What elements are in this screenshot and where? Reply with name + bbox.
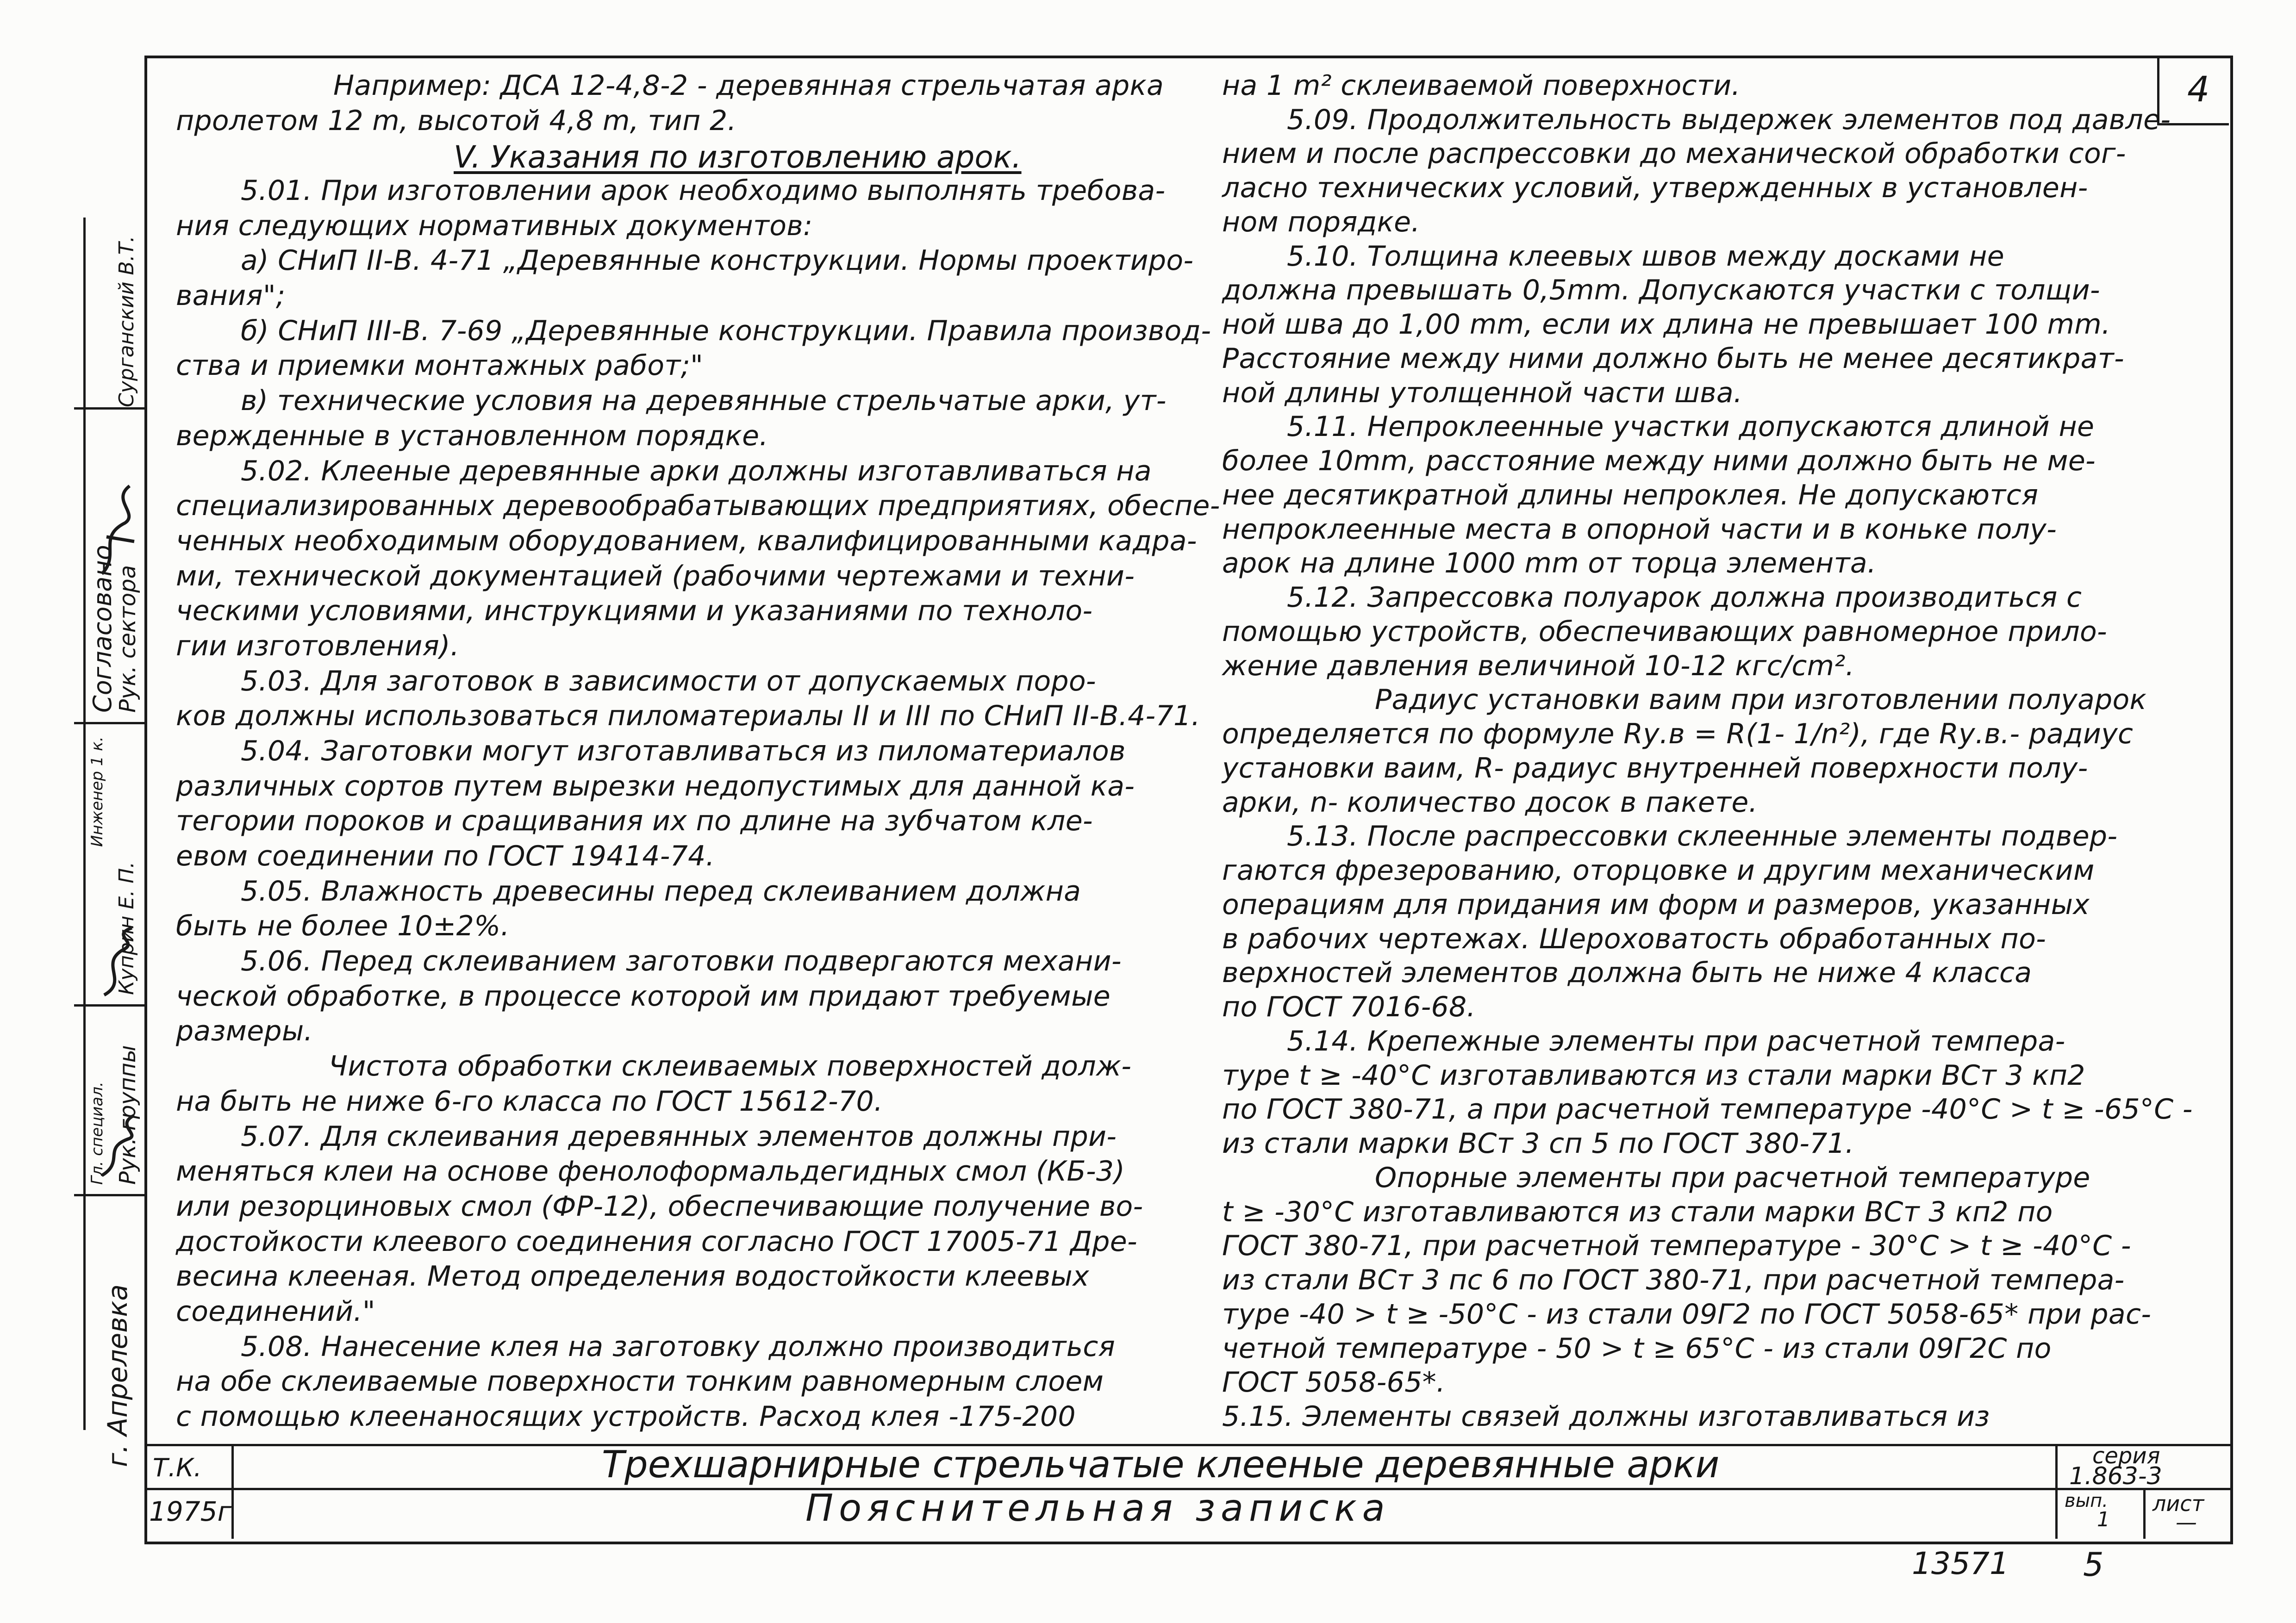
right-line: непроклеенные места в опорной части и в коньке полу- [1222, 513, 2057, 546]
right-line: арки, n- количество досок в пакете. [1222, 786, 1758, 819]
series-value: 1.863-3 [2069, 1462, 2162, 1490]
left-line: 5.08. Нанесение клея на заготовку должно производиться [241, 1330, 1116, 1363]
left-line: ми, технической документацией (рабочими чертежами и техни- [176, 560, 1135, 592]
section-heading: V. Указания по изготовлению арок. [454, 139, 1022, 175]
signature-1 [93, 481, 144, 583]
signature-2 [93, 926, 144, 1004]
stamp-soglasovano: Согласовано [88, 545, 117, 713]
right-line: определяется по формуле Rу.в = R(1- 1/n²), где Rу.в.- радиус [1222, 718, 2134, 751]
right-line: гаются фрезерованию, оторцовке и другим механическим [1222, 854, 2095, 887]
left-line: ков должны использоваться пиломатериалы II и III по СНиП II-В.4-71. [176, 700, 1200, 733]
right-line: ной длины утолщенной части шва. [1222, 376, 1743, 409]
drawing-subtitle: Пояснительная записка [805, 1486, 1391, 1530]
stamp-kuprin: Куприн Е. П. [115, 861, 138, 995]
right-line: четной температуре - 50 > t ≥ 65°C - из стали 09Г2С по [1222, 1332, 2052, 1365]
right-line: помощью устройств, обеспечивающих равномерное прило- [1222, 615, 2107, 648]
right-line: арок на длине 1000 mm от торца элемента. [1222, 547, 1877, 580]
right-line: из стали ВСт 3 пс 6 по ГОСТ 380-71, при расчетной темпера- [1222, 1264, 2125, 1297]
right-line: жение давления величиной 10-12 кгс/cm². [1222, 649, 1855, 682]
left-line: с помощью клеенаносящих устройств. Расход клея -175-200 [176, 1400, 1076, 1433]
page-number: 5 [2083, 1546, 2104, 1584]
stamp-aprelevka: г. Апрелевка [102, 1284, 133, 1467]
right-line: должна превышать 0,5mm. Допускаются участки с толщи- [1222, 274, 2100, 307]
left-line: 5.07. Для склеивания деревянных элементов должны при- [241, 1120, 1117, 1153]
page-number-text: 4 [2187, 68, 2210, 110]
right-line: Радиус установки ваим при изготовлении полуарок [1375, 684, 2147, 716]
left-line: ческой обработке, в процессе которой им придают требуемые [176, 980, 1111, 1013]
left-line: 5.05. Влажность древесины перед склеиванием должна [241, 875, 1081, 908]
left-line: вержденные в установленном порядке. [176, 419, 768, 452]
left-line: ния следующих нормативных документов: [176, 209, 813, 242]
right-line: ласно технических условий, утвержденных в установлен- [1222, 172, 2088, 205]
stamp-surgansky: Сурганский В.Т. [115, 236, 138, 407]
sheet-label: лист [2152, 1491, 2204, 1516]
left-line: или резорциновых смол (ФР-12), обеспечивающие получение во- [176, 1190, 1143, 1223]
right-line: ной шва до 1,00 mm, если их длина не превышает 100 mm. [1222, 308, 2111, 341]
right-line: 5.14. Крепежные элементы при расчетной темпера- [1287, 1025, 2065, 1057]
right-line: 5.12. Запрессовка полуарок должна производиться с [1287, 581, 2082, 614]
left-line: различных сортов путем вырезки недопустимых для данной ка- [176, 770, 1135, 802]
left-line: быть не более 10±2%. [176, 910, 510, 943]
right-line: Расстояние между ними должно быть не менее десятикрат- [1222, 342, 2124, 375]
left-line: на быть не ниже 6-го класса по ГОСТ 15612-70. [176, 1085, 883, 1118]
left-line: ческими условиями, инструкциями и указаниями по техноло- [176, 595, 1093, 628]
left-line: меняться клеи на основе фенолоформальдегидных смол (КБ-3) [176, 1155, 1125, 1188]
left-line: тегории пороков и сращивания их по длине на зубчатом кле- [176, 805, 1093, 838]
left-line: ства и приемки монтажных работ;" [176, 349, 704, 382]
year: 1975г [149, 1496, 232, 1527]
right-line: по ГОСТ 380-71, а при расчетной температуре -40°C > t ≥ -65°C - [1222, 1093, 2193, 1126]
right-line: t ≥ -30°C изготавливаются из стали марки ВСт 3 кп2 по [1222, 1195, 2053, 1228]
left-line: в) технические условия на деревянные стрельчатые арки, ут- [241, 385, 1167, 417]
stamp-ruk-gruppy: Рук. группы [115, 1045, 141, 1185]
right-line: на 1 m² склеиваемой поверхности. [1222, 69, 1741, 102]
left-line: достойкости клеевого соединения согласно ГОСТ 17005-71 Дре- [176, 1225, 1137, 1258]
stamp-ruk-sektora: Рук. сектора [115, 565, 141, 713]
drawing-title: Трехшарнирные стрельчатые клееные деревянные арки [602, 1443, 1720, 1486]
left-line: б) СНиП III-В. 7-69 „Деревянные конструкции. Правила производ- [241, 314, 1211, 347]
stamp-gl-spec: Гл. специал. [88, 1082, 106, 1185]
right-line: туре t ≥ -40°C изготавливаются из стали марки ВСт 3 кп2 [1222, 1059, 2085, 1092]
right-line: ном порядке. [1222, 205, 1420, 238]
right-line: 5.10. Толщина клеевых швов между досками не [1287, 240, 2005, 273]
issue-label: вып. [2065, 1490, 2109, 1511]
left-line: размеры. [176, 1015, 313, 1048]
left-line: весина клееная. Метод определения водостойкости клеевых [176, 1260, 1089, 1293]
left-line: специализированных деревообрабатывающих предприятиях, обеспе- [176, 490, 1220, 522]
right-line: по ГОСТ 7016-68. [1222, 991, 1476, 1024]
left-line: пролетом 12 m, высотой 4,8 m, тип 2. [176, 104, 736, 137]
left-line: 5.01. При изготовлении арок необходимо выполнять требова- [241, 174, 1166, 207]
left-line: 5.02. Клееные деревянные арки должны изготавливаться на [241, 454, 1152, 487]
right-line: в рабочих чертежах. Шероховатость обработанных по- [1222, 922, 2046, 955]
right-line: Опорные элементы при расчетной температуре [1375, 1161, 2090, 1194]
right-line: верхностей элементов должна быть не ниже 4 класса [1222, 957, 2032, 989]
left-line: Чистота обработки склеиваемых поверхностей долж- [329, 1050, 1132, 1083]
right-line: из стали марки ВСт 3 сп 5 по ГОСТ 380-71. [1222, 1127, 1854, 1160]
left-line: соединений." [176, 1295, 375, 1328]
left-line: евом соединении по ГОСТ 19414-74. [176, 840, 715, 873]
signature-3 [93, 1111, 144, 1185]
left-line: на обе склеиваемые поверхности тонким равномерным слоем [176, 1365, 1104, 1398]
left-line: 5.03. Для заготовок в зависимости от допускаемых поро- [241, 665, 1096, 697]
right-line: более 10mm, расстояние между ними должно быть не ме- [1222, 445, 2096, 478]
right-line: 5.11. Непроклеенные участки допускаются длиной не [1287, 410, 2095, 443]
right-line: ГОСТ 380-71, при расчетной температуре - 30°C > t ≥ -40°C - [1222, 1230, 2131, 1262]
inventory-number: 13571 [1912, 1546, 2009, 1581]
left-line: 5.04. Заготовки могут изготавливаться из пиломатериалов [241, 735, 1126, 767]
right-line: нее десятикратной длины непроклея. Не допускаются [1222, 479, 2039, 511]
issue-value: 1 [2097, 1508, 2110, 1531]
stamp-inzhener: Инженер 1 к. [88, 736, 106, 847]
right-line: туре -40 > t ≥ -50°C - из стали 09Г2 по ГОСТ 5058-65* при рас- [1222, 1298, 2152, 1331]
right-line: нием и после распрессовки до механической обработки сог- [1222, 137, 2126, 170]
left-line: гии изготовления). [176, 629, 460, 662]
right-line: 5.15. Элементы связей должны изготавливаться из [1222, 1400, 1990, 1433]
left-line: Например: ДСА 12-4,8-2 - деревянная стрельчатая арка [333, 69, 1164, 102]
right-line: установки ваим, R- радиус внутренней поверхности полу- [1222, 752, 2088, 784]
left-line: вания"; [176, 280, 286, 312]
org-code: Т.К. [153, 1453, 202, 1482]
right-line: 5.09. Продолжительность выдержек элементов под давле- [1287, 103, 2171, 136]
right-line: ГОСТ 5058-65*. [1222, 1366, 1446, 1399]
right-line: 5.13. После распрессовки склеенные элементы подвер- [1287, 820, 2118, 853]
left-line: а) СНиП II-В. 4-71 „Деревянные конструкции. Нормы проектиро- [241, 244, 1194, 277]
right-line: операциям для придания им форм и размеров, указанных [1222, 888, 2090, 921]
sheet-value: — [2176, 1510, 2197, 1535]
left-line: ченных необходимым оборудованием, квалифицированными кадра- [176, 524, 1197, 557]
left-line: 5.06. Перед склеиванием заготовки подвергаются механи- [241, 945, 1122, 978]
series-label: серия [2092, 1443, 2160, 1469]
